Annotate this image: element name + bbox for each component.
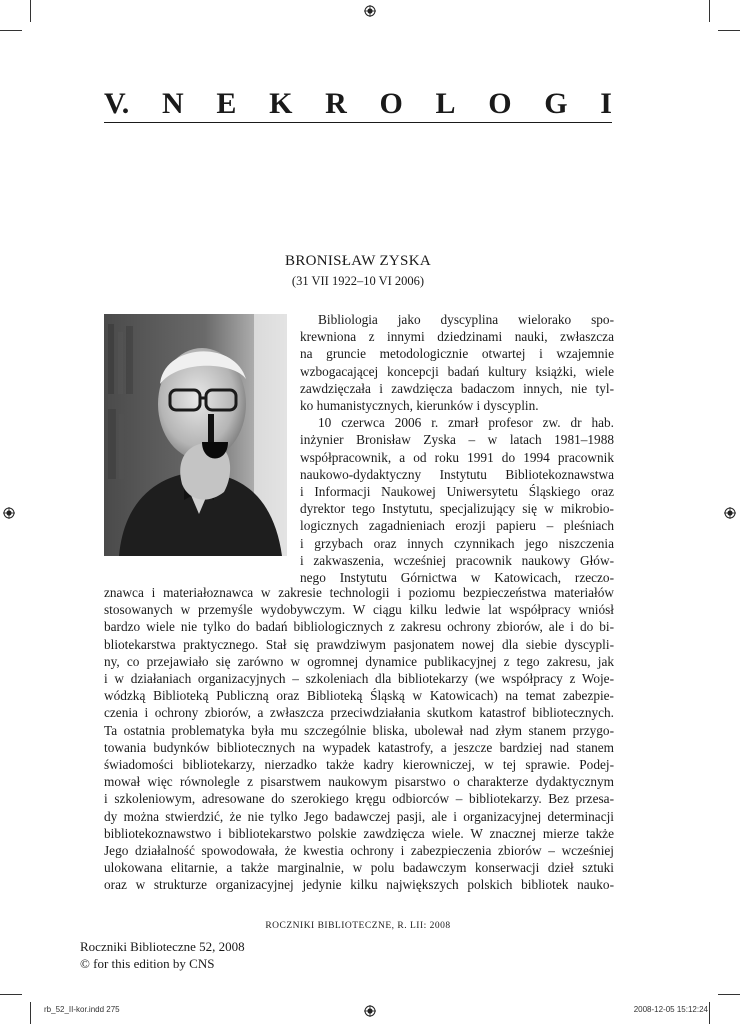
text-line: i w działaniach organizacyjnych – szkoleniach dla bibliotekarzy (we współpracy z Woje- xyxy=(104,671,614,687)
copyright-edition: © for this edition by CNS xyxy=(80,956,215,971)
crop-mark xyxy=(30,0,31,22)
section-title xyxy=(104,86,612,122)
crop-mark xyxy=(718,994,740,995)
text-line: i Informacji Naukowej Uniwersytetu Śląskiego oraz xyxy=(300,484,614,500)
section-letter: K xyxy=(269,87,293,120)
article-intro-text xyxy=(300,311,614,586)
text-line: czenia i ochrony zbiorów, a zwłaszcza przeciwdziałania skutkom katastrof bibliotecznych. xyxy=(104,705,614,721)
text-line: oraz w strukturze organizacyjnej jedynie kilku największych polskich bibliotek nauko- xyxy=(104,877,614,893)
section-letter: V. xyxy=(104,87,130,120)
text-line: wzbogacającej koncepcji badań kultury książki, wiele xyxy=(300,363,614,379)
text-line: na gruncie metodologicznie otwartej i wzajemnie xyxy=(300,346,614,362)
crop-mark xyxy=(30,1002,31,1024)
crop-mark xyxy=(709,0,710,22)
text-line: wódzką Biblioteką Publiczną oraz Biblioteką Śląską w Katowicach) na temat zabezpie- xyxy=(104,688,614,704)
running-footer: ROCZNIKI BIBLIOTECZNE, R. LII: 2008 xyxy=(265,921,451,931)
text-line: ulokowana elitarnie, a także marginalnie, w polu badawczym konserwacji dzieł sztuki xyxy=(104,860,614,876)
print-slug-file: rb_52_II-kor.indd 275 xyxy=(44,1005,120,1014)
portrait-photo xyxy=(104,314,287,556)
text-line: Ta ostatnia problematyka była mu szczególnie bliska, ubolewał nad złym stanem przygo- xyxy=(104,722,614,738)
text-line: Bibliologia jako dyscyplina wielorako spo- xyxy=(318,312,614,327)
registration-mark-icon xyxy=(364,1005,376,1017)
registration-mark-icon xyxy=(724,507,736,519)
text-line: bardzo wiele nie tylko do badań bibliologicznych z zakresu ochrony zbiorów, ale i do bi- xyxy=(104,619,614,635)
text-line: nego Instytutu Górnictwa w Katowicach, rzeczo- xyxy=(300,570,614,586)
text-line: dy można stwierdzić, że nie tylko Jego badawczej pasji, ale i organizacyjnej determinacji xyxy=(104,808,614,824)
text-line: towania budynków bibliotecznych na wypadek katastrofy, a jeszcze bardziej nad stanem xyxy=(104,739,614,755)
text-line: zawdzięczała i zawdzięcza badaczom innych, nie tyl- xyxy=(300,380,614,396)
crop-mark xyxy=(709,1002,710,1024)
section-letter: G xyxy=(544,87,568,120)
section-letter: I xyxy=(600,87,612,120)
crop-mark xyxy=(718,30,740,31)
section-rule xyxy=(104,122,612,123)
registration-mark-icon xyxy=(364,5,376,17)
crop-mark xyxy=(0,30,22,31)
copyright-journal: Roczniki Biblioteczne 52, 2008 xyxy=(80,939,245,954)
text-line: inżynier Bronisław Zyska – w latach 1981–1988 xyxy=(300,432,614,448)
text-line: i grzybach oraz innych czynnikach jego niszczenia xyxy=(300,535,614,551)
obituary-dates: (31 VII 1922–10 VI 2006) xyxy=(291,274,425,288)
text-line: znawca i materiałoznawca w zakresie technologii i poziomu bezpieczeństwa materiałów xyxy=(104,585,614,600)
text-line: stosowanych w przemyśle wydobywczym. W ciągu kilku ledwie lat współpracy wniósł xyxy=(104,602,614,618)
section-letter: O xyxy=(488,87,512,120)
registration-mark-icon xyxy=(3,507,15,519)
article-body-text xyxy=(104,584,614,894)
text-line: 10 czerwca 2006 r. zmarł profesor zw. dr hab. xyxy=(318,415,614,431)
text-line: ko humanistycznych, kierunków i dyscyplin. xyxy=(300,398,539,414)
section-letter: N xyxy=(162,87,184,120)
print-slug-date: 2008-12-05 15:12:24 xyxy=(633,1005,708,1014)
text-line: świadomości bibliotekarzy, nierzadko także kadry kierowniczej, w tej sprawie. Podej- xyxy=(104,757,614,773)
text-line: i szkoleniowym, adresowane do szerokiego kręgu odbiorców – bibliotekarzy. Bez przesa- xyxy=(104,791,614,807)
text-line: Jego działalność spowodowała, że kwestia ochrony i zabezpieczenia zbiorów – wcześniej xyxy=(104,843,614,859)
text-line: ny, co przejawiało się zarówno w ogromnej dynamice publikacyjnej z tego zakresu, jak xyxy=(104,653,614,669)
section-letter: R xyxy=(325,87,347,120)
section-letter: L xyxy=(435,87,456,120)
text-line: dyrektor tego Instytutu, specjalizujący się w mikrobio- xyxy=(300,501,614,517)
text-line: mował więc równolegle z pisarstwem naukowym pisarstwo o charakterze dydaktycznym xyxy=(104,774,614,790)
crop-mark xyxy=(0,994,22,995)
copyright-notice xyxy=(80,938,245,972)
text-line: współpracownik, a od roku 1991 do 1994 pracownik xyxy=(300,449,614,465)
text-line: i zakwaszenia, wcześniej pracownik naukowy Głów- xyxy=(300,552,614,568)
section-letter: E xyxy=(216,87,237,120)
text-line: naukowo-dydaktyczny Instytutu Bibliotekoznawstwa xyxy=(300,466,614,482)
text-line: bliotekarstwa praktycznego. Stał się prawdziwym pasjonatem nowej dla siebie dyscypli- xyxy=(104,636,614,652)
text-line: krewniona z innymi dziedzinami nauki, zwłaszcza xyxy=(300,329,614,345)
text-line: bibliotekoznawstwo i bibliotekarstwo polskie zawdzięcza wiele. W znacznej mierze także xyxy=(104,825,614,841)
section-letter: O xyxy=(379,87,403,120)
obituary-name: BRONISŁAW ZYSKA xyxy=(285,253,431,269)
text-line: logicznych zagadnieniach erozji papieru – pleśniach xyxy=(300,518,614,534)
